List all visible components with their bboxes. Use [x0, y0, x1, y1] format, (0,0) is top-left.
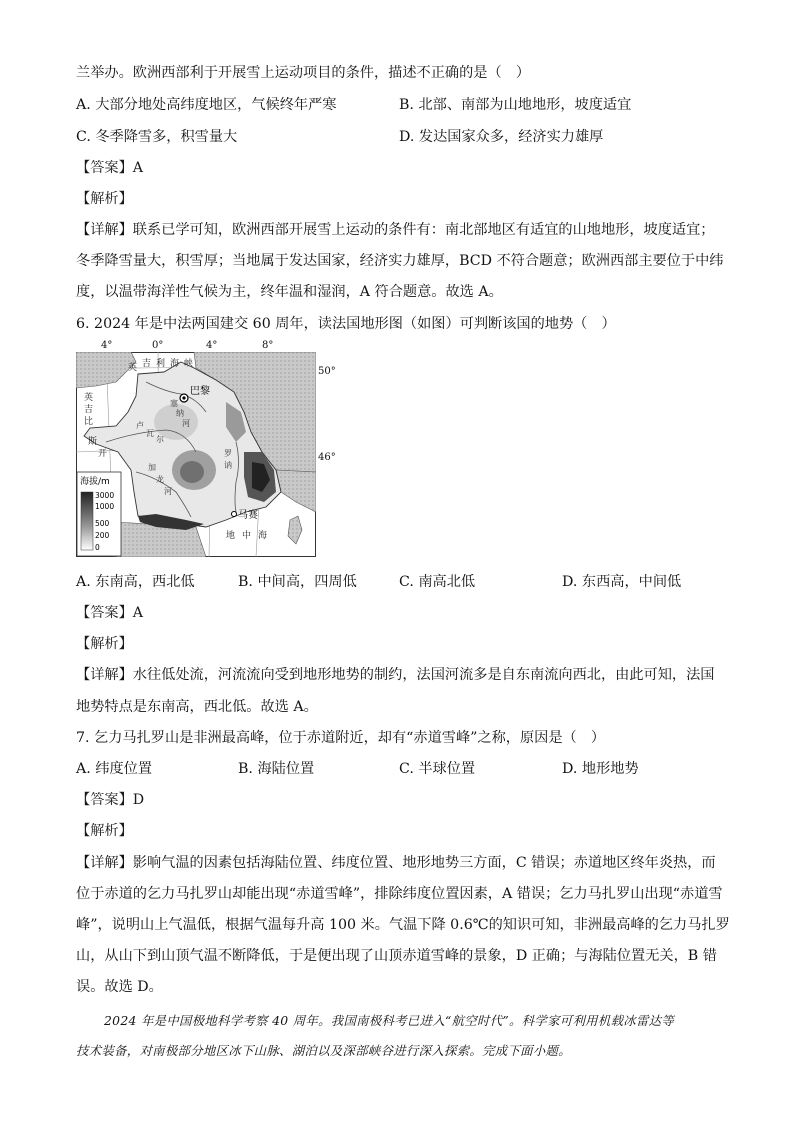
legend-title: 海拔/m	[80, 477, 110, 487]
lon-tick: 0°	[152, 340, 164, 351]
sea-label-char: 利	[156, 359, 166, 369]
legend-value: 3000	[95, 491, 115, 500]
sea-label-char: 斯	[88, 437, 98, 447]
river-label-char: 河	[164, 487, 172, 496]
sea-label-char: 吉	[84, 405, 94, 415]
river-label-char: 讷	[224, 461, 232, 470]
q5-detail-line: 冬季降雪量大，积雪厚；当地属于发达国家，经济实力雄厚，BCD 不符合题意；欧洲西部主要位于中纬	[76, 253, 724, 269]
river-label-char: 纳	[176, 409, 184, 418]
lat-tick: 46°	[318, 452, 336, 463]
q7-detail-line: 山，从山下到山顶气温不断降低，于是便出现了山顶赤道雪峰的景象，D 正确；与海陆位置无关，B 错	[76, 948, 717, 964]
river-label-char: 塞	[170, 399, 178, 408]
river-label-char: 加	[148, 463, 156, 472]
marseille-label: 马赛	[238, 510, 258, 521]
river-label-char: 瓦	[146, 429, 154, 438]
q7-stem: 7. 乞力马扎罗山是非洲最高峰，位于赤道附近，却有“赤道雪峰”之称，原因是（ ）	[76, 730, 606, 746]
q5-option-c: C. 冬季降雪多，积雪量大	[76, 129, 238, 145]
lon-tick: 4°	[206, 340, 218, 351]
lat-tick: 50°	[318, 366, 336, 377]
paris-label: 巴黎	[190, 386, 210, 397]
legend-ramp	[81, 492, 93, 550]
river-label-char: 罗	[224, 449, 232, 458]
q7-detail-line: 误。故选 D。	[76, 979, 163, 995]
lon-tick: 4°	[101, 340, 113, 351]
lon-tick: 8°	[262, 340, 274, 351]
map-figure	[76, 352, 316, 557]
sea-label-char: 开	[98, 449, 108, 459]
q6-option-a: A. 东南高，西北低	[76, 574, 195, 590]
q6-option-d: D. 东西高，中间低	[562, 574, 682, 590]
river-label-char: 卢	[136, 421, 144, 430]
q6-option-c: C. 南高北低	[399, 574, 476, 590]
q5-detail-line: 度，以温带海洋性气候为主，终年温和湿润，A 符合题意。故选 A。	[76, 284, 503, 300]
sea-label-char: 英	[128, 363, 138, 373]
q5-analysis-label: 【解析】	[76, 191, 133, 207]
section-intro-line: 2024 年是中国极地科学考察 40 周年。我国南极科考已进入“航空时代”。科学家可利用机载冰雷达等	[104, 1013, 675, 1028]
q5-detail-line: 【详解】联系已学可知，欧洲西部开展雪上运动的条件有：南北部地区有适宜的山地地形，坡度适宜；	[76, 222, 715, 238]
q7-detail-line: 峰”，说明山上气温低，根据气温每升高 100 米。气温下降 0.6℃的知识可知，非洲最高峰的乞力马扎罗	[76, 917, 730, 933]
sea-label-char: 吉	[142, 359, 152, 369]
q7-option-b: B. 海陆位置	[238, 761, 315, 777]
q7-option-a: A. 纬度位置	[76, 761, 153, 777]
q6-stem: 6. 2024 年是中法两国建交 60 周年，读法国地形图（如图）可判断该国的地势（ ）	[76, 316, 616, 332]
marseille-marker	[232, 512, 237, 517]
q5-stem: 兰举办。欧洲西部利于开展雪上运动项目的条件，描述不正确的是（ ）	[76, 65, 531, 81]
q7-option-c: C. 半球位置	[399, 761, 476, 777]
sea-label-char: 海	[258, 531, 268, 541]
france-terrain-map	[76, 352, 316, 557]
q6-answer: 【答案】A	[76, 605, 143, 621]
sea-label-char: 英	[84, 393, 94, 403]
section-intro-line: 技术装备，对南极部分地区冰下山脉、湖泊以及深部峡谷进行深入探索。完成下面小题。	[76, 1043, 571, 1058]
q7-detail-line: 【详解】影响气温的因素包括海陆位置、纬度位置、地形地势三方面，C 错误；赤道地区终年炎热，而	[76, 855, 716, 871]
legend-value: 500	[95, 519, 110, 528]
q6-detail-line: 地势特点是东南高，西北低。故选 A。	[76, 699, 318, 715]
river-label-char: 河	[182, 419, 190, 428]
q7-answer: 【答案】D	[76, 792, 145, 808]
q7-detail-line: 位于赤道的乞力马扎罗山却能出现“赤道雪峰”，排除纬度位置因素，A 错误；乞力马扎罗山出现“赤道雪	[76, 886, 723, 902]
q5-option-d: D. 发达国家众多，经济实力雄厚	[399, 129, 604, 145]
legend-value: 1000	[95, 502, 115, 511]
sea-label-char: 比	[84, 417, 94, 427]
q5-answer: 【答案】A	[76, 160, 143, 176]
q7-option-d: D. 地形地势	[562, 761, 639, 777]
river-label-char: 尔	[156, 435, 164, 444]
q5-option-b: B. 北部、南部为山地地形，坡度适宜	[399, 97, 632, 113]
river-label-char: 龙	[156, 475, 164, 484]
legend-value: 0	[95, 543, 100, 552]
sea-label-char: 峡	[184, 359, 194, 369]
sea-label-char: 海	[170, 359, 180, 369]
q6-option-b: B. 中间高，四周低	[238, 574, 357, 590]
q6-detail-line: 【详解】水往低处流，河流流向受到地形地势的制约，法国河流多是自东南流向西北，由此可知，法国	[76, 667, 715, 683]
sea-label-char: 地	[226, 531, 236, 541]
q7-analysis-label: 【解析】	[76, 823, 133, 839]
q5-option-a: A. 大部分地处高纬度地区，气候终年严寒	[76, 97, 337, 113]
q6-analysis-label: 【解析】	[76, 636, 133, 652]
sea-label-char: 中	[242, 531, 252, 541]
legend-value: 200	[95, 531, 110, 540]
